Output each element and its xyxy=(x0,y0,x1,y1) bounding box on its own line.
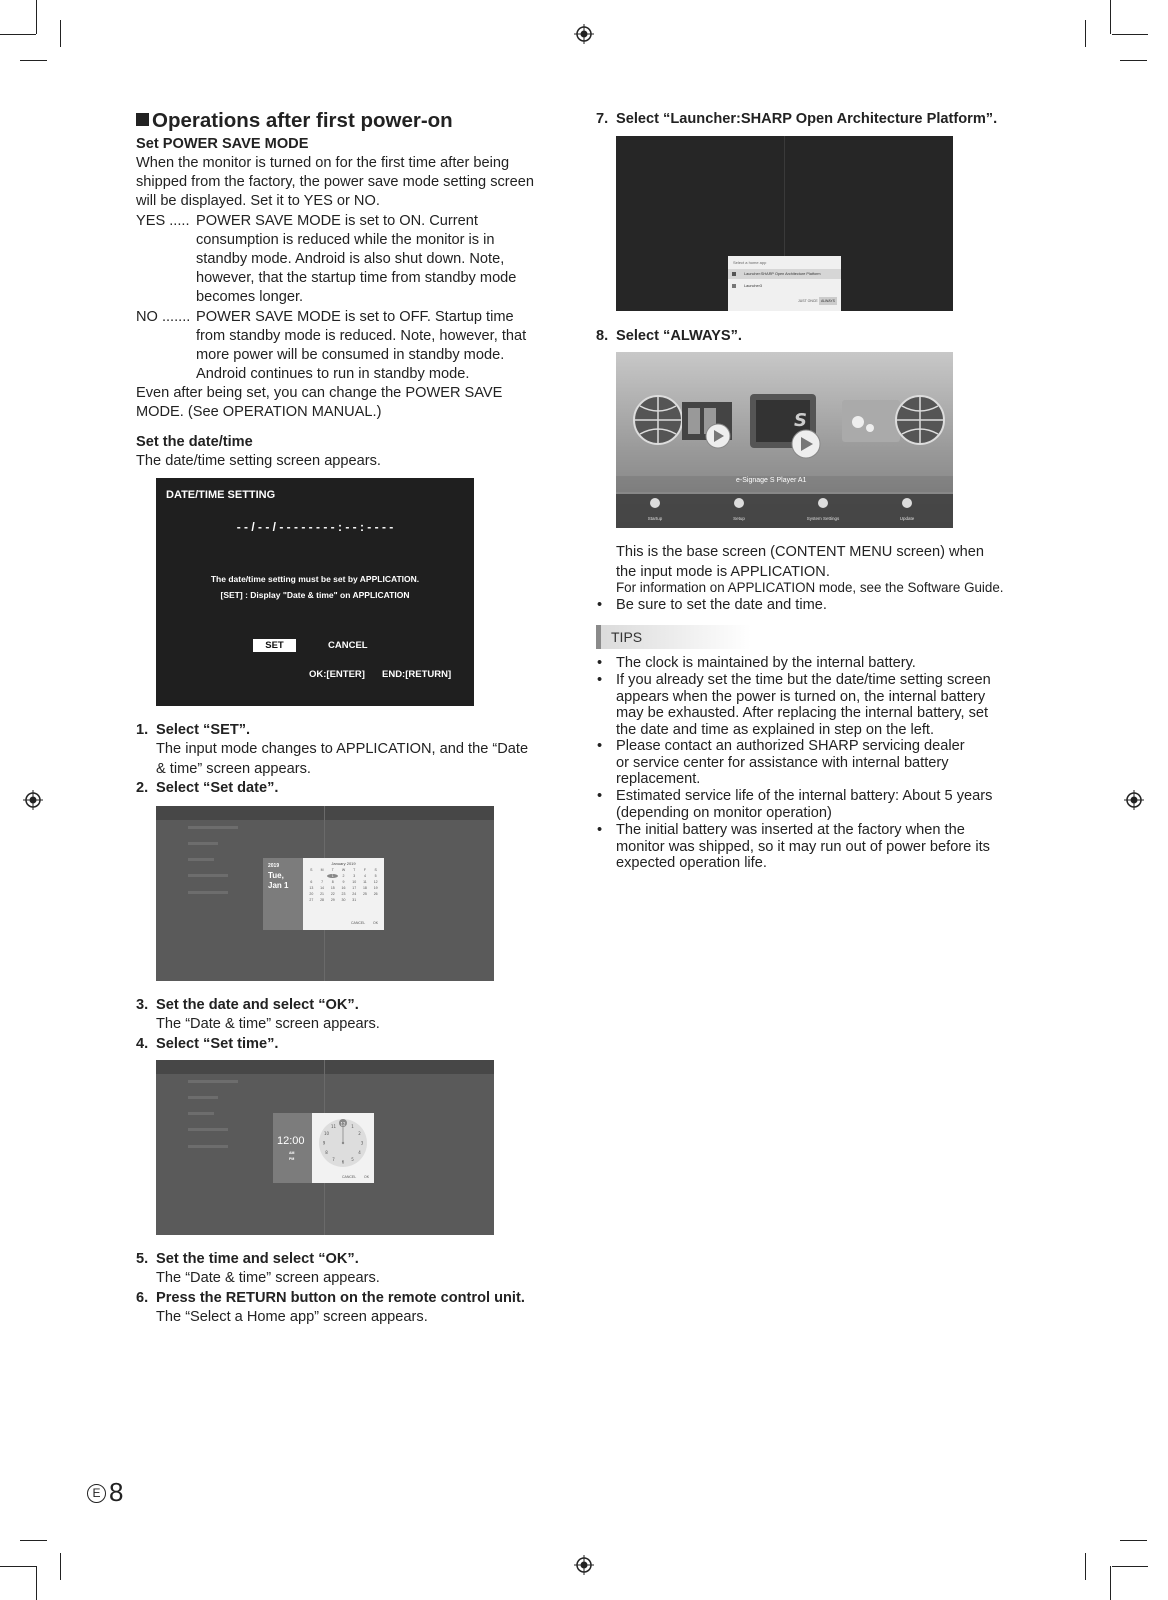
calendar-day[interactable]: 11 xyxy=(363,880,367,884)
time-dialog-am: AM xyxy=(289,1151,295,1155)
power-save-intro: When the monitor is turned on for the first time after being shipped from the factory, the power save mode setting screen will be displayed. Set it to YES or NO. xyxy=(136,155,535,209)
power-save-after: Even after being set, you can change the POWER SAVE MODE. (See OPERATION MANUAL.) xyxy=(136,385,503,420)
time-dialog-time: 12:00 xyxy=(277,1135,305,1147)
setup-icon[interactable] xyxy=(734,498,744,508)
clock-hour[interactable]: 1 xyxy=(351,1124,354,1129)
calendar-day[interactable]: 27 xyxy=(309,898,314,902)
time-cancel-button[interactable]: CANCEL xyxy=(342,1175,357,1179)
registration-mark-icon xyxy=(574,1555,594,1575)
time-dialog-pm: PM xyxy=(289,1157,295,1161)
calendar-day[interactable]: 30 xyxy=(341,898,346,902)
section-title: Operations after first power-on xyxy=(136,109,453,133)
nav-update[interactable]: Update xyxy=(899,516,915,521)
content-menu-screenshot xyxy=(616,352,953,528)
calendar-weekday: T xyxy=(331,868,334,872)
date-dialog-header xyxy=(263,858,303,930)
software-guide-note: For information on APPLICATION mode, see the Software Guide. xyxy=(616,580,1004,595)
calendar-day[interactable]: 5 xyxy=(374,874,377,878)
always-button[interactable]: ALWAYS xyxy=(819,297,837,305)
datetime-screen-title: DATE/TIME SETTING xyxy=(166,489,276,501)
calendar-day[interactable]: 7 xyxy=(321,880,324,884)
date-dialog-day-1: Tue, xyxy=(268,871,284,880)
registration-mark-icon xyxy=(1124,790,1144,810)
calendar-day[interactable]: 22 xyxy=(330,892,335,896)
step-1-description: The input mode changes to APPLICATION, and the “Date & time” screen appears. xyxy=(156,741,529,777)
clock-hour[interactable]: 11 xyxy=(330,1124,337,1129)
calendar-day[interactable]: 9 xyxy=(342,880,345,884)
calendar-day[interactable]: 16 xyxy=(341,886,346,890)
set-date-screenshot xyxy=(156,806,494,981)
calendar-day[interactable]: 10 xyxy=(352,880,357,884)
calendar-day[interactable]: 28 xyxy=(320,898,325,902)
tips-bar xyxy=(596,625,601,649)
svg-text:S: S xyxy=(794,410,807,431)
calendar-day xyxy=(317,874,328,878)
calendar-day[interactable]: 17 xyxy=(352,886,357,890)
clock-hour[interactable]: 5 xyxy=(351,1157,354,1162)
calendar-day[interactable]: 1 xyxy=(327,874,338,878)
date-ok-button[interactable]: OK xyxy=(373,921,379,925)
date-time-heading: Set the date/time xyxy=(136,434,253,450)
launcher-screenshot xyxy=(616,136,953,311)
step-3-description: The “Date & time” screen appears. xyxy=(156,1016,380,1032)
menu-carousel-icons xyxy=(616,380,953,490)
base-screen-description: This is the base screen (CONTENT MENU screen) when the input mode is APPLICATION. xyxy=(616,544,984,580)
calendar-weekday: S xyxy=(374,868,377,872)
calendar-day[interactable]: 4 xyxy=(363,874,366,878)
tips-label: TIPS xyxy=(611,629,643,645)
date-time-intro: The date/time setting screen appears. xyxy=(136,453,381,469)
date-dialog-calendar xyxy=(303,858,384,930)
calendar-day[interactable]: 25 xyxy=(362,892,367,896)
time-ok-button[interactable]: OK xyxy=(364,1175,370,1179)
calendar-day[interactable]: 2 xyxy=(342,874,345,878)
datetime-message-2: [SET] : Display "Date & time" on APPLICATION xyxy=(220,590,410,600)
startup-icon[interactable] xyxy=(650,498,660,508)
content-menu-navbar xyxy=(616,494,953,528)
clock-face-icon xyxy=(312,1113,374,1183)
time-dialog-header xyxy=(273,1113,312,1183)
date-dialog-day-2: Jan 1 xyxy=(268,881,289,890)
clock-hour[interactable]: 8 xyxy=(325,1150,328,1155)
select-home-app-dialog xyxy=(728,256,841,311)
clock-hour[interactable]: 7 xyxy=(332,1157,335,1162)
gear-icon[interactable] xyxy=(818,498,828,508)
calendar-day[interactable]: 18 xyxy=(362,886,367,890)
cancel-button[interactable]: CANCEL xyxy=(328,640,368,651)
calendar-day[interactable]: 20 xyxy=(309,892,314,896)
launcher-option-3[interactable] xyxy=(728,281,841,291)
step-5-description: The “Date & time” screen appears. xyxy=(156,1270,380,1286)
registration-mark-icon xyxy=(574,24,594,44)
datetime-message-1: The date/time setting must be set by APPLICATION. xyxy=(210,574,420,584)
tips-header xyxy=(596,625,751,649)
calendar-day[interactable]: 26 xyxy=(373,892,378,896)
calendar-day[interactable]: 12 xyxy=(373,880,378,884)
yes-label: YES ..... xyxy=(136,213,190,229)
calendar-weekday: M xyxy=(320,868,324,872)
clock-hour[interactable]: 3 xyxy=(360,1140,364,1146)
time-dialog-clock xyxy=(312,1113,374,1183)
clock-hour[interactable]: 12 xyxy=(340,1121,346,1127)
nav-setup[interactable]: Setup xyxy=(733,516,745,521)
step-6-description: The “Select a Home app” screen appears. xyxy=(156,1309,428,1325)
calendar-day xyxy=(306,874,317,878)
datetime-value: - - / - - / - - - - - - - - : - - : - - - - xyxy=(236,520,394,534)
datetime-setting-screen xyxy=(156,478,474,706)
calendar-day[interactable]: 8 xyxy=(331,880,334,884)
time-screen-appbar xyxy=(156,1060,494,1074)
set-button[interactable]: SET xyxy=(253,639,296,652)
square-bullet-icon xyxy=(136,113,149,126)
calendar-month-title: January 2019 xyxy=(331,861,356,866)
just-once-button[interactable]: JUST ONCE xyxy=(798,299,818,303)
calendar-day[interactable]: 3 xyxy=(353,874,356,878)
end-return-hint: END:[RETURN] xyxy=(382,669,452,680)
clock-hour[interactable]: 6 xyxy=(341,1159,345,1165)
date-cancel-button[interactable]: CANCEL xyxy=(351,921,366,925)
content-caption: e-Signage S Player A1 xyxy=(736,477,807,484)
clock-hour[interactable]: 2 xyxy=(358,1131,361,1136)
no-description: POWER SAVE MODE is set to OFF. Startup time from standby mode is reduced. Note, however, that more power will be consumed in standby mode. Android continues to run in standby mode. xyxy=(196,309,527,382)
calendar-day[interactable]: 6 xyxy=(310,880,313,884)
calendar-day[interactable]: 13 xyxy=(309,886,314,890)
set-time-screenshot xyxy=(156,1060,494,1235)
calendar-weekday: W xyxy=(341,868,346,872)
clock-hour[interactable]: 9 xyxy=(322,1140,326,1146)
yes-description: POWER SAVE MODE is set to ON. Current consumption is reduced while the monitor is in standby mode. Android is also shut down. Note, however, that the startup time from standby mode becomes longer. xyxy=(196,213,517,305)
language-badge: E xyxy=(87,1484,106,1503)
calendar-weekday: F xyxy=(363,868,366,872)
calendar-day[interactable]: 14 xyxy=(320,886,325,890)
launcher-dialog-title: Select a home app xyxy=(733,260,767,265)
clock-hour[interactable]: 4 xyxy=(358,1150,361,1155)
launcher-option-sharp-label: Launcher:SHARP Open Architecture Platform xyxy=(744,272,821,276)
app-icon xyxy=(732,272,736,276)
calendar-day xyxy=(370,898,381,902)
calendar-weekday: S xyxy=(310,868,313,872)
calendar-grid xyxy=(306,868,381,902)
launcher-option-3-label: Launcher3 xyxy=(744,284,762,288)
calendar-day[interactable]: 24 xyxy=(352,892,357,896)
calendar-day[interactable]: 21 xyxy=(320,892,325,896)
no-label: NO ....... xyxy=(136,309,191,325)
ok-enter-hint: OK:[ENTER] xyxy=(309,669,365,680)
clock-hour[interactable]: 10 xyxy=(323,1131,330,1136)
home-icon xyxy=(732,284,736,288)
page-number: 8 xyxy=(109,1477,124,1507)
calendar-weekday: T xyxy=(353,868,356,872)
calendar-day[interactable]: 29 xyxy=(330,898,335,902)
power-save-heading: Set POWER SAVE MODE xyxy=(136,136,309,152)
date-dialog-year: 2019 xyxy=(268,863,280,869)
nav-startup[interactable]: Startup xyxy=(647,516,663,521)
registration-mark-icon xyxy=(23,790,43,810)
calendar-day[interactable]: 23 xyxy=(341,892,346,896)
nav-system-settings[interactable]: System Settings xyxy=(806,516,840,521)
calendar-day[interactable]: 31 xyxy=(352,898,357,902)
calendar-day[interactable]: 15 xyxy=(330,886,335,890)
launcher-option-sharp[interactable] xyxy=(728,269,841,279)
calendar-day xyxy=(360,898,371,902)
date-screen-appbar xyxy=(156,806,494,820)
calendar-day[interactable]: 19 xyxy=(373,886,378,890)
download-icon[interactable] xyxy=(902,498,912,508)
